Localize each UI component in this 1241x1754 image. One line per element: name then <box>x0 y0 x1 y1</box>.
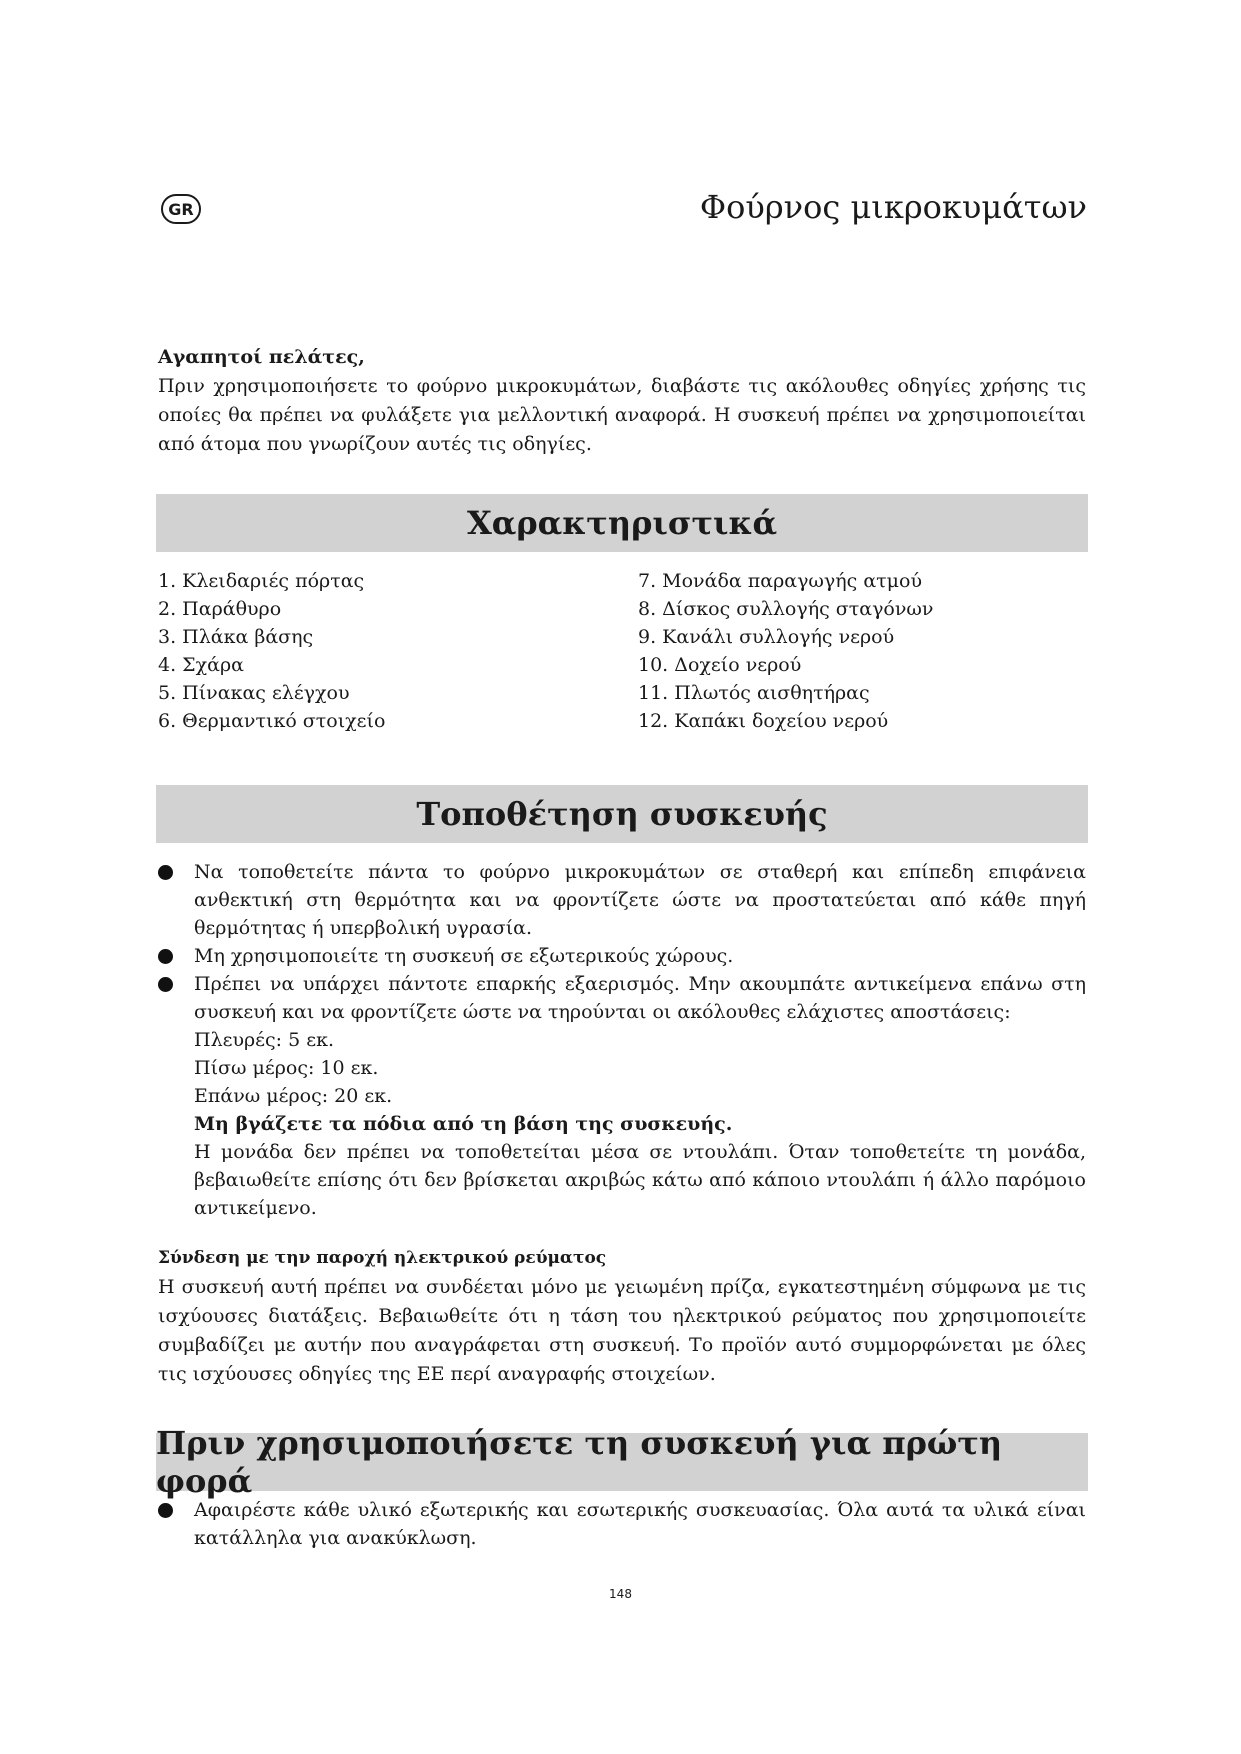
first-use-list <box>158 1496 1086 1552</box>
features-list <box>158 567 1086 735</box>
placement-section <box>158 858 1086 1222</box>
cabinet-note: Η μονάδα δεν πρέπει να τοποθετείται μέσα σε ντουλάπι. Όταν τοποθετείτε τη μονάδα, βεβαιωθείτε επίσης ότι δεν βρίσκεται ακριβώς κάτω από κάποιο ντουλάπι ή άλλο παρόμοιο αντικείμενο. <box>194 1141 1086 1219</box>
feature-item: 4. Σχάρα <box>158 654 244 676</box>
feature-item: 7. Μονάδα παραγωγής ατμού <box>638 570 923 592</box>
page-number: 148 <box>609 1587 632 1601</box>
feet-warning: Μη βγάζετε τα πόδια από τη βάση της συσκευής. <box>194 1113 733 1135</box>
placement-bullet-text: Να τοποθετείτε πάντα το φούρνο μικροκυμάτων σε σταθερή και επίπεδη επιφάνεια ανθεκτική στη θερμότητα και να φροντίζετε ώστε να προστατεύεται από κάθε πηγή θερμότητας ή υπερβολική υγρασία. <box>194 861 1086 939</box>
features-list-section <box>158 567 1086 735</box>
placement-bullet <box>158 858 1086 942</box>
feature-item: 9. Κανάλι συλλογής νερού <box>638 626 895 648</box>
placement-list <box>158 858 1086 1222</box>
bullet-icon <box>158 949 173 964</box>
intro-text: Πριν χρησιμοποιήσετε το φούρνο μικροκυμάτων, διαβάστε τις ακόλουθες οδηγίες χρήσης τις οποίες θα πρέπει να φυλάξετε για μελλοντική αναφορά. Η συσκευή πρέπει να χρησιμοποιείται από άτομα που γνωρίζουν αυτές τις οδηγίες. <box>158 375 1086 455</box>
distance-sides: Πλευρές: 5 εκ. <box>194 1029 334 1051</box>
feature-item: 6. Θερμαντικό στοιχείο <box>158 710 386 732</box>
feature-item: 3. Πλάκα βάσης <box>158 626 314 648</box>
bullet-icon <box>158 865 173 880</box>
electric-heading: Σύνδεση με την παροχή ηλεκτρικού ρεύματος <box>158 1248 607 1268</box>
feature-item: 8. Δίσκος συλλογής σταγόνων <box>638 598 934 620</box>
language-badge: GR <box>161 194 201 224</box>
intro-section <box>158 343 1086 459</box>
feature-item: 1. Κλειδαριές πόρτας <box>158 570 365 592</box>
feature-item: 10. Δοχείο νερού <box>638 654 802 676</box>
electric-section <box>158 1244 1086 1389</box>
placement-bullet-text: Πρέπει να υπάρχει πάντοτε επαρκής εξαερισμός. Μην ακουμπάτε αντικείμενα επάνω στη συσκευή και να φροντίζετε ώστε να τηρούνται οι ακόλουθες ελάχιστες αποστάσεις: <box>194 973 1086 1023</box>
placement-bullet <box>158 970 1086 1222</box>
distance-top: Επάνω μέρος: 20 εκ. <box>194 1085 393 1107</box>
intro-greeting: Αγαπητοί πελάτες, <box>158 346 365 368</box>
first-use-heading: Πριν χρησιμοποιήσετε τη συσκευή για πρώτη φορά <box>156 1433 1088 1491</box>
distance-back: Πίσω μέρος: 10 εκ. <box>194 1057 379 1079</box>
feature-item: 5. Πίνακας ελέγχου <box>158 682 350 704</box>
electric-text: Η συσκευή αυτή πρέπει να συνδέεται μόνο με γειωμένη πρίζα, εγκατεστημένη σύμφωνα με τις ισχύουσες διατάξεις. Βεβαιωθείτε ότι η τάση του ηλεκτρικού ρεύματος που χρησιμοποιείτε συμβαδίζει με αυτήν που αναγράφεται στη συσκευή. Το προϊόν αυτό συμμορφώνεται με όλες τις ισχύουσες οδηγίες της ΕΕ περί αναγραφής στοιχείων. <box>158 1276 1086 1385</box>
bullet-icon <box>158 977 173 992</box>
page-title: Φούρνος μικροκυμάτων <box>699 188 1087 226</box>
feature-item: 11. Πλωτός αισθητήρας <box>638 682 870 704</box>
first-use-section <box>158 1496 1086 1552</box>
bullet-icon <box>158 1503 173 1518</box>
placement-bullet <box>158 942 1086 970</box>
first-use-bullet-text: Αφαιρέστε κάθε υλικό εξωτερικής και εσωτερικής συσκευασίας. Όλα αυτά τα υλικά είναι κατάλληλα για ανακύκλωση. <box>194 1499 1086 1549</box>
placement-heading: Τοποθέτηση συσκευής <box>156 785 1088 843</box>
feature-item: 2. Παράθυρο <box>158 598 282 620</box>
first-use-bullet <box>158 1496 1086 1552</box>
features-heading: Χαρακτηριστικά <box>156 494 1088 552</box>
feature-item: 12. Καπάκι δοχείου νερού <box>638 710 889 732</box>
placement-bullet-text: Μη χρησιμοποιείτε τη συσκευή σε εξωτερικούς χώρους. <box>194 945 734 967</box>
